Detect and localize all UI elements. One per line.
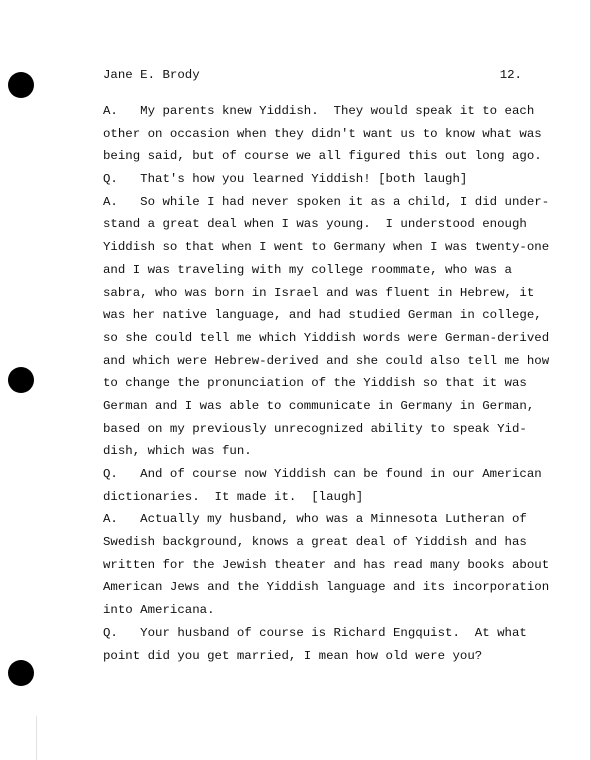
transcript-line: to change the pronunciation of the Yiddish so that it was: [103, 376, 527, 391]
transcript-line: A. Actually my husband, who was a Minnesota Lutheran of: [103, 512, 527, 527]
transcript-line: sabra, who was born in Israel and was fluent in Hebrew, it: [103, 285, 535, 300]
transcript-line: being said, but of course we all figured this out long ago.: [103, 149, 542, 164]
transcript-line: German and I was able to communicate in Germany in German,: [103, 398, 535, 413]
transcript-line: stand a great deal when I was young. I understood enough: [103, 217, 527, 232]
transcript-line: point did you get married, I mean how old were you?: [103, 648, 483, 663]
transcript-line: Q. Your husband of course is Richard Engquist. At what: [103, 625, 527, 640]
transcript-line: and I was traveling with my college roommate, who was a: [103, 262, 512, 277]
punch-hole: [8, 660, 34, 686]
transcript-body: [103, 100, 550, 667]
transcript-line: and which were Hebrew-derived and she could also tell me how: [103, 353, 550, 368]
transcript-line: so she could tell me which Yiddish words were German-derived: [103, 330, 550, 345]
punch-hole: [8, 72, 34, 98]
interviewee-name: Jane E. Brody: [103, 68, 200, 82]
page-number: 12.: [499, 68, 522, 82]
transcript-line: Q. And of course now Yiddish can be found in our American: [103, 467, 542, 481]
transcript-line: A. So while I had never spoken it as a child, I did under-: [103, 194, 550, 209]
transcript-line: dish, which was fun.: [103, 444, 252, 459]
transcript-line: Yiddish so that when I went to Germany when I was twenty-one: [103, 240, 550, 255]
scan-edge-mark: [36, 716, 37, 760]
transcript-line: based on my previously unrecognized ability to speak Yid-: [103, 421, 527, 436]
transcript-line: American Jews and the Yiddish language and its incorporation: [103, 580, 550, 595]
punch-hole: [8, 367, 34, 393]
transcript-line: was her native language, and had studied German in college,: [103, 308, 542, 323]
transcript-line: Q. That's how you learned Yiddish! [both laugh]: [103, 172, 468, 187]
transcript-line: written for the Jewish theater and has read many books about: [103, 557, 550, 572]
transcript-line: dictionaries. It made it. [laugh]: [103, 489, 364, 504]
transcript-line: Swedish background, knows a great deal of Yiddish and has: [103, 535, 527, 550]
transcript-line: into Americana.: [103, 603, 215, 618]
transcript-line: A. My parents knew Yiddish. They would speak it to each: [103, 104, 535, 118]
transcript-line: other on occasion when they didn't want us to know what was: [103, 126, 542, 141]
